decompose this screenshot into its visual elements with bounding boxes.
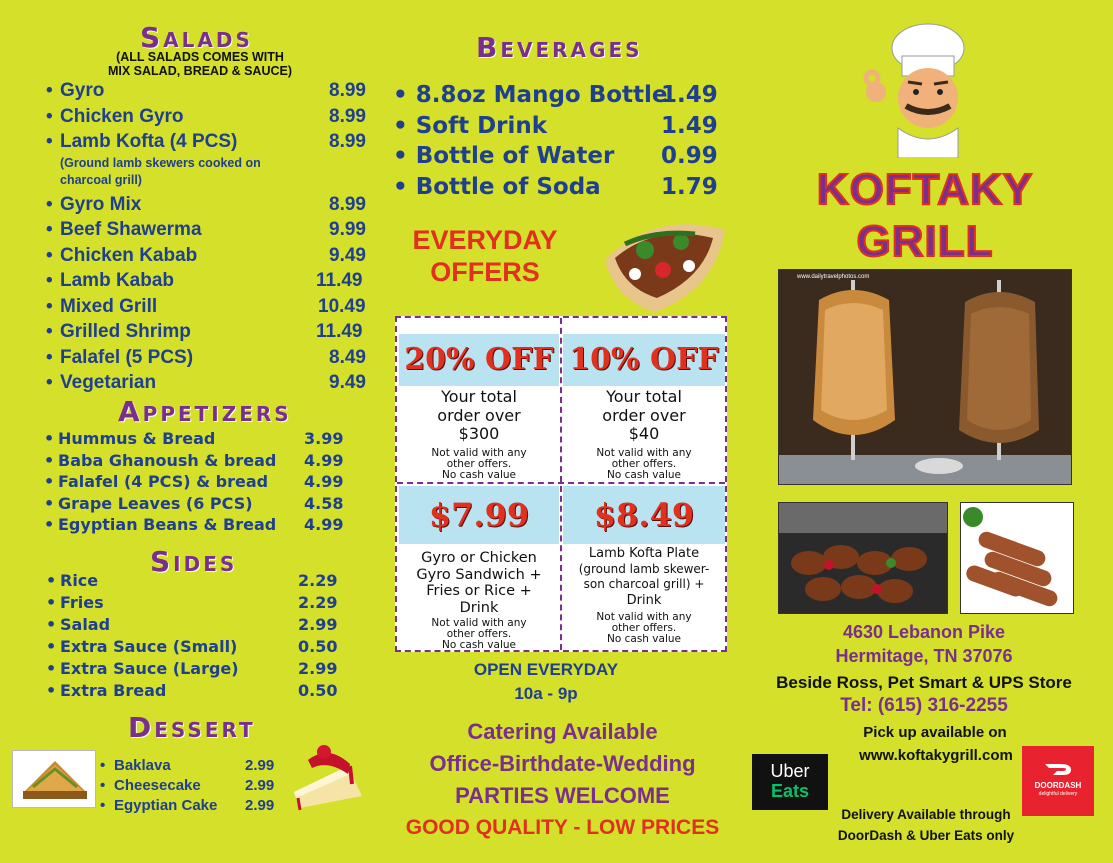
item-name: Bottle of Water [415, 143, 615, 169]
coupon-headline: $8.49 [563, 486, 725, 544]
item-name: Extra Sauce (Large) [60, 659, 239, 678]
beverages-list [393, 80, 733, 202]
bullet: • [44, 472, 55, 491]
item-price: 8.99 [329, 131, 366, 152]
list-item [46, 614, 346, 636]
catering-line3: PARTIES WELCOME [455, 783, 670, 808]
bullet: • [46, 637, 57, 656]
bullet: • [46, 571, 57, 590]
chef-icon [858, 18, 988, 158]
item-name: Falafel (5 PCS) [60, 346, 194, 368]
item-price: 1.49 [661, 82, 718, 108]
item-name: Soft Drink [415, 112, 548, 139]
list-item [46, 129, 366, 155]
bullet: • [393, 82, 416, 108]
bullet: • [46, 659, 57, 678]
catering-line2: Office-Birthdate-Wedding [429, 751, 696, 776]
item-name: Egyptian Beans & Bread [58, 515, 277, 534]
coupon-line1: Your total [606, 387, 682, 406]
coupon-fine-print [563, 612, 725, 645]
appetizers-heading: Appetizers [118, 395, 292, 428]
coupon-fine3: No cash value [442, 639, 516, 651]
brand-line2: GRILL [856, 217, 994, 266]
bullet: • [46, 295, 53, 317]
coupon-line1: Gyro or Chicken [421, 550, 537, 566]
coupon-fine-print [563, 448, 725, 481]
beverages-heading: Beverages [476, 31, 643, 64]
bullet: • [44, 429, 55, 448]
coupon-line3: son charcoal grill) + [583, 577, 705, 591]
list-item [46, 636, 346, 658]
item-name: Grape Leaves (6 PCS) [58, 493, 253, 513]
list-item [393, 111, 733, 142]
item-price: 9.49 [329, 372, 366, 393]
item-name: Lamb Kofta (4 PCS) [60, 131, 238, 152]
item-price: 8.99 [329, 105, 366, 127]
item-name: Baklava [114, 757, 171, 774]
bullet: • [100, 777, 106, 794]
coupon-line3: Fries or Rice + [426, 583, 532, 599]
item-name: Baba Ghanoush & bread [58, 450, 277, 470]
coupon-divider-vertical [560, 318, 562, 650]
coupon-body [563, 546, 725, 608]
offers-title [385, 224, 585, 288]
item-name: 8.8oz Mango Bottle [415, 82, 668, 108]
item-price: 10.49 [318, 295, 366, 317]
coupon-line3: $300 [458, 424, 500, 443]
bullet: • [46, 593, 57, 612]
kofta-photo [960, 502, 1074, 614]
offers-title-line2: OFFERS [430, 257, 540, 287]
list-item [46, 592, 346, 614]
coupon-headline: $7.99 [399, 486, 559, 544]
coupon-fine1: Not valid with any [596, 611, 692, 623]
kabab-photo [778, 502, 948, 614]
bullet: • [46, 80, 53, 101]
coupon-fine1: Not valid with any [431, 447, 527, 459]
bullet: • [46, 346, 53, 368]
item-price: 2.29 [298, 593, 338, 612]
item-price: 1.79 [661, 173, 718, 200]
list-item [46, 217, 366, 243]
catering-line1: Catering Available [467, 719, 658, 744]
baklava-icon [13, 751, 97, 809]
grilled-kabab-icon [779, 503, 948, 614]
item-name: Extra Sauce (Small) [60, 637, 238, 656]
coupon-fine-print [399, 618, 559, 651]
coupon-10-off [563, 320, 725, 480]
item-name: Chicken Gyro [60, 105, 184, 127]
dessert-list [100, 756, 300, 816]
coupon-line2: (ground lamb skewer- [578, 561, 710, 576]
list-item [100, 796, 300, 816]
coupon-grid [395, 316, 727, 652]
bullet: • [100, 797, 106, 814]
item-price: 9.99 [329, 219, 366, 240]
catering-line4: GOOD QUALITY - LOW PRICES [405, 816, 720, 839]
coupon-fine2: other offers. [446, 628, 512, 640]
gyro-wrap-image [585, 200, 735, 318]
item-name: Gyro Mix [60, 193, 142, 215]
chef-mascot [858, 18, 988, 158]
hours-line1: OPEN EVERYDAY [473, 660, 619, 679]
item-name: Egyptian Cake [114, 797, 218, 814]
bullet: • [46, 615, 57, 634]
item-name: Beef Shawerma [60, 219, 202, 240]
list-item [44, 514, 364, 536]
bullet: • [44, 450, 55, 470]
list-item [46, 78, 366, 104]
bullet: • [44, 515, 55, 534]
appetizers-list [44, 428, 364, 536]
item-name: Lamb Kabab [60, 270, 175, 291]
item-price: 2.99 [245, 797, 275, 814]
catering-block [385, 716, 740, 844]
salads-note [90, 50, 310, 78]
bullet: • [100, 757, 106, 774]
coupon-fine2: other offers. [446, 458, 512, 470]
list-item [46, 370, 366, 396]
item-price: 4.99 [304, 472, 344, 491]
offers-title-line1: EVERYDAY [412, 225, 558, 255]
bullet: • [393, 143, 416, 169]
item-price: 1.49 [661, 112, 718, 139]
list-item [393, 141, 733, 172]
uber-eats-logo[interactable] [752, 754, 828, 810]
item-name: Gyro [60, 80, 105, 101]
item-price: 11.49 [316, 321, 363, 342]
list-item [46, 345, 366, 371]
item-name: Bottle of Soda [415, 173, 601, 200]
address-block [770, 620, 1078, 668]
doordash-icon [1043, 760, 1073, 776]
item-name: Mixed Grill [60, 295, 158, 317]
bullet: • [46, 193, 53, 215]
list-item [46, 658, 346, 680]
brand-line1: KOFTAKY [816, 165, 1034, 214]
item-price: 4.99 [304, 515, 344, 534]
photo-caption: www.dailytravelphotos.com [797, 274, 870, 280]
coupon-line1: Lamb Kofta Plate [588, 546, 700, 561]
doordash-wordmark: DOORDASH [1034, 781, 1082, 790]
coupon-line4: Drink [459, 599, 499, 616]
item-price: 4.99 [304, 450, 344, 470]
item-price: 0.50 [298, 637, 338, 656]
brand-logo [800, 164, 1050, 268]
item-name: Vegetarian [60, 372, 157, 393]
list-item [46, 680, 346, 702]
list-item [46, 268, 363, 294]
item-price: 2.99 [298, 659, 338, 678]
list-item [46, 294, 366, 320]
salads-note-line2: MIX SALAD, BREAD & SAUCE) [107, 64, 293, 78]
dessert-heading: Dessert [128, 711, 256, 744]
gyro-wrap-icon [585, 200, 735, 318]
list-item [100, 756, 300, 776]
coupon-fine1: Not valid with any [596, 447, 692, 459]
list-item [44, 471, 364, 493]
uber-eats-line2: Eats [770, 781, 810, 801]
item-name: Salad [60, 615, 111, 634]
coupon-fine3: No cash value [607, 469, 681, 481]
coupon-divider-horizontal [397, 482, 725, 484]
item-price: 2.99 [245, 777, 275, 794]
item-price: 11.49 [316, 270, 363, 291]
coupon-body [399, 550, 559, 616]
item-name: Rice [60, 571, 99, 590]
sides-heading: Sides [150, 545, 238, 578]
bullet: • [46, 105, 53, 127]
bullet: • [393, 112, 416, 139]
bullet: • [46, 244, 53, 266]
coupon-kofta-plate [563, 486, 725, 650]
bullet: • [46, 321, 53, 342]
bullet: • [393, 173, 416, 200]
item-price: 9.49 [329, 244, 366, 266]
coupon-line3: $40 [628, 424, 660, 443]
coupon-line2: order over [602, 405, 686, 425]
shawarma-spits-icon [779, 270, 1072, 485]
item-name: Hummus & Bread [58, 429, 216, 448]
coupon-gyro-combo [399, 486, 559, 650]
item-name: Extra Bread [60, 681, 167, 700]
salads-heading: Salads [140, 21, 253, 54]
pickup-line: Pick up available on [863, 724, 1007, 741]
item-price: 0.50 [298, 681, 338, 700]
list-item [46, 570, 346, 592]
coupon-line2: Gyro Sandwich + [416, 566, 542, 583]
coupon-20-off [399, 320, 559, 480]
sides-list [46, 570, 346, 702]
item-name: Cheesecake [114, 777, 201, 794]
list-item [46, 243, 366, 269]
coupon-fine1: Not valid with any [431, 617, 527, 629]
hours-line2: 10a - 9p [514, 684, 578, 703]
delivery-line2: DoorDash & Uber Eats only [837, 828, 1015, 843]
bullet: • [46, 219, 53, 240]
item-price: 3.99 [304, 429, 344, 448]
coupon-body [399, 388, 559, 444]
coupon-line2: order over [437, 405, 521, 425]
shawarma-photo [778, 269, 1072, 485]
coupon-body [563, 388, 725, 444]
cheesecake-icon [288, 740, 368, 816]
coupon-fine3: No cash value [442, 469, 516, 481]
list-item [46, 319, 363, 345]
coupon-fine2: other offers. [611, 458, 677, 470]
baklava-image [12, 750, 96, 808]
item-price: 8.99 [329, 80, 366, 101]
address-line1: 4630 Lebanon Pike [842, 622, 1006, 642]
item-price: 8.49 [329, 346, 366, 368]
list-item [44, 450, 364, 472]
website-link[interactable]: www.koftakygrill.com [859, 747, 1013, 764]
item-price: 4.58 [304, 493, 344, 513]
item-price: 2.99 [298, 615, 338, 634]
kofta-plate-icon [961, 503, 1074, 614]
bullet: • [46, 131, 53, 152]
list-item [46, 104, 366, 130]
bullet: • [46, 372, 53, 393]
list-item [44, 493, 364, 515]
list-item [100, 776, 300, 796]
coupon-line1: Your total [441, 387, 517, 406]
item-note-line1: (Ground lamb skewers cooked on [60, 155, 261, 170]
uber-eats-line1: Uber [770, 761, 810, 781]
delivery-note [820, 804, 1032, 846]
hours-block [430, 658, 662, 706]
item-name: Fries [60, 593, 104, 612]
coupon-headline: 10% OFF [563, 334, 725, 386]
address-line2: Hermitage, TN 37076 [835, 646, 1013, 666]
doordash-logo[interactable] [1022, 746, 1094, 816]
item-note-line2: charcoal grill) [60, 172, 142, 187]
coupon-fine-print [399, 448, 559, 481]
item-note [46, 155, 346, 189]
item-name: Chicken Kabab [60, 244, 198, 266]
salads-note-line1: (ALL SALADS COMES WITH [116, 50, 284, 64]
item-name: Falafel (4 PCS) & bread [58, 472, 269, 491]
item-price: 8.99 [329, 193, 366, 215]
list-item [393, 80, 733, 111]
item-name: Grilled Shrimp [60, 321, 191, 342]
list-item [46, 192, 366, 218]
coupon-headline: 20% OFF [399, 334, 559, 386]
cheesecake-image [288, 740, 368, 816]
bullet: • [46, 681, 57, 700]
doordash-tagline: delightful delivery [1038, 791, 1078, 797]
list-item [393, 172, 733, 203]
coupon-fine3: No cash value [607, 633, 681, 645]
coupon-line4: Drink [626, 592, 662, 608]
coupon-fine2: other offers. [611, 622, 677, 634]
item-price: 0.99 [661, 143, 718, 169]
salads-list [46, 78, 366, 396]
list-item [44, 428, 364, 450]
item-price: 2.29 [298, 571, 338, 590]
delivery-line1: Delivery Available through [841, 807, 1011, 822]
phone-line: Tel: (615) 316-2255 [840, 695, 1008, 716]
item-price: 2.99 [245, 757, 275, 774]
bullet: • [46, 270, 53, 291]
bullet: • [44, 493, 55, 513]
landmark-line: Beside Ross, Pet Smart & UPS Store [776, 673, 1072, 692]
